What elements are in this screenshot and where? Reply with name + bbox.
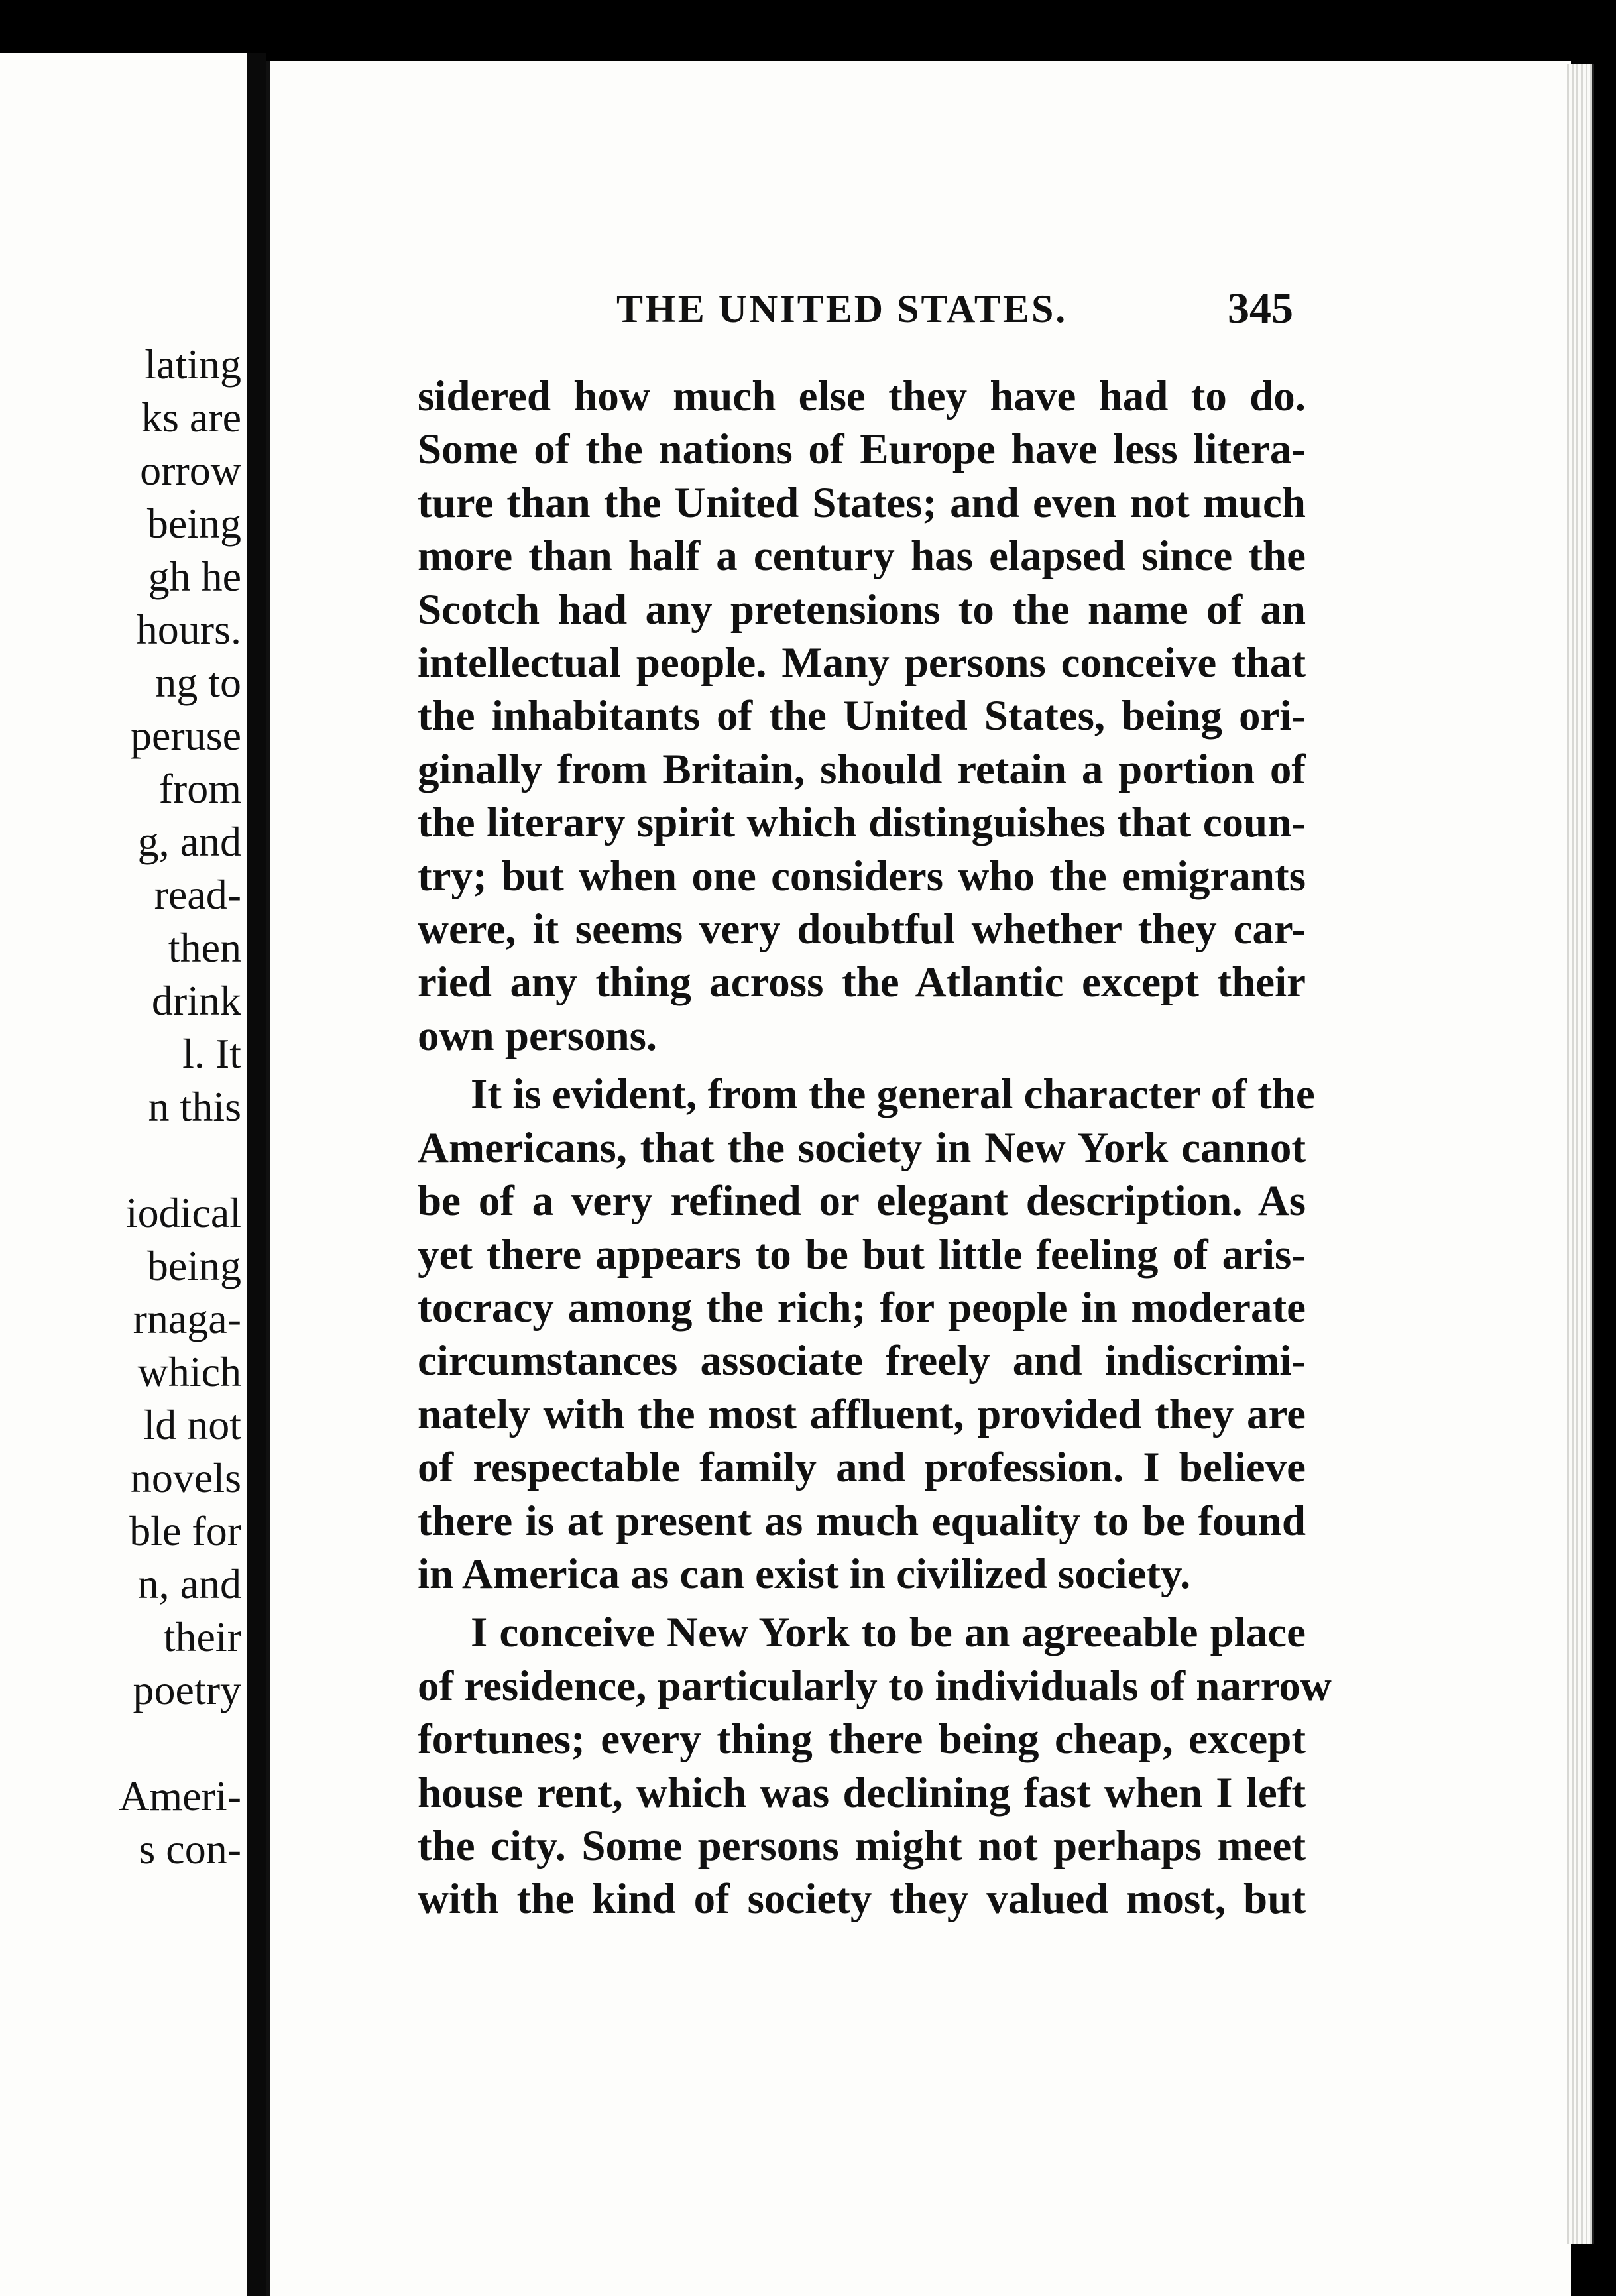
facing-page-line: iodical [125, 1189, 241, 1236]
facing-page-line: drink [151, 977, 241, 1024]
facing-page-line: Ameri- [119, 1772, 241, 1819]
text-line: try; but when one considers who the emigrants [418, 852, 1306, 900]
text-line: intellectual people. Many persons conceive that [418, 639, 1306, 687]
text-line: Scotch had any pretensions to the name of an [418, 585, 1306, 634]
facing-page-line: peruse [130, 712, 241, 759]
text-line: with the kind of society they valued most, but [418, 1875, 1306, 1923]
facing-page-line: orrow [140, 447, 241, 494]
facing-page-line: l. It [182, 1030, 241, 1077]
paragraph [418, 370, 1306, 1062]
text-line: be of a very refined or elegant description. As [418, 1177, 1306, 1226]
text-line: It is evident, from the general character of the [471, 1070, 1315, 1119]
text-line: were, it seems very doubtful whether they car- [418, 905, 1306, 954]
facing-page-line: ng to [155, 659, 241, 706]
text-line: more than half a century has elapsed since the [418, 532, 1306, 581]
page-edges [1567, 64, 1594, 2244]
facing-page-line: which [137, 1348, 241, 1395]
facing-page-line: ble for [129, 1507, 241, 1554]
facing-page-line: s con- [139, 1825, 241, 1872]
facing-page-line: poetry [133, 1666, 241, 1713]
text-line: Some of the nations of Europe have less litera- [418, 426, 1306, 474]
text-line: of residence, particularly to individuals of narrow [418, 1662, 1332, 1710]
text-line: own persons. [418, 1011, 658, 1060]
text-line: ginally from Britain, should retain a portion of [418, 745, 1306, 793]
facing-page-line: g, and [137, 818, 241, 865]
facing-page-line: then [168, 924, 241, 971]
body-text [418, 370, 1332, 1926]
text-line: sidered how much else they have had to do. [418, 373, 1306, 420]
text-line: ried any thing across the Atlantic except their [418, 958, 1306, 1007]
text-line: the city. Some persons might not perhaps meet [418, 1821, 1306, 1870]
text-line: in America as can exist in civilized society. [418, 1550, 1191, 1598]
facing-page-line: read- [154, 871, 241, 918]
text-line: the literary spirit which distinguishes that coun- [418, 799, 1306, 847]
text-line: circumstances associate freely and indiscrimi- [418, 1337, 1306, 1385]
paragraph-gap [418, 1601, 1306, 1606]
page-number: 345 [1228, 284, 1293, 333]
text-line: yet there appears to be but little feeling of aris- [418, 1230, 1306, 1279]
facing-page-line: lating [144, 341, 241, 388]
facing-page-line: being [146, 500, 241, 547]
paragraph [418, 1606, 1332, 1925]
text-line: of respectable family and profession. I believe [418, 1444, 1306, 1492]
book-gutter [247, 53, 266, 2296]
facing-page-line: hours. [136, 606, 241, 653]
facing-page-line: being [146, 1242, 241, 1289]
text-line: house rent, which was declining fast when I left [418, 1768, 1306, 1817]
text-line: Americans, that the society in New York cannot [418, 1123, 1306, 1172]
text-line: the inhabitants of the United States, being ori- [418, 692, 1306, 740]
facing-page-line: n this [148, 1083, 241, 1130]
facing-page-line: their [163, 1613, 241, 1660]
facing-page-line: ks are [141, 394, 241, 441]
facing-page-line: from [158, 765, 241, 812]
running-head: THE UNITED STATES. [616, 287, 1068, 331]
text-line: I conceive New York to be an agreeable place [471, 1609, 1306, 1657]
facing-page-line: ld not [143, 1401, 241, 1448]
paragraph [418, 1068, 1315, 1601]
facing-page-line: novels [130, 1454, 241, 1501]
facing-page-line: gh he [148, 553, 241, 600]
text-line: fortunes; every thing there being cheap, except [418, 1715, 1306, 1764]
text-line: there is at present as much equality to be found [418, 1497, 1306, 1545]
text-line: ture than the United States; and even not much [418, 479, 1306, 527]
facing-page-line: rnaga- [133, 1295, 241, 1342]
text-line: nately with the most affluent, provided they are [418, 1390, 1306, 1438]
paragraph-gap [418, 1062, 1306, 1068]
facing-page-line: n, and [137, 1560, 241, 1607]
facing-page [0, 53, 247, 2296]
text-line: tocracy among the rich; for people in moderate [418, 1283, 1306, 1332]
